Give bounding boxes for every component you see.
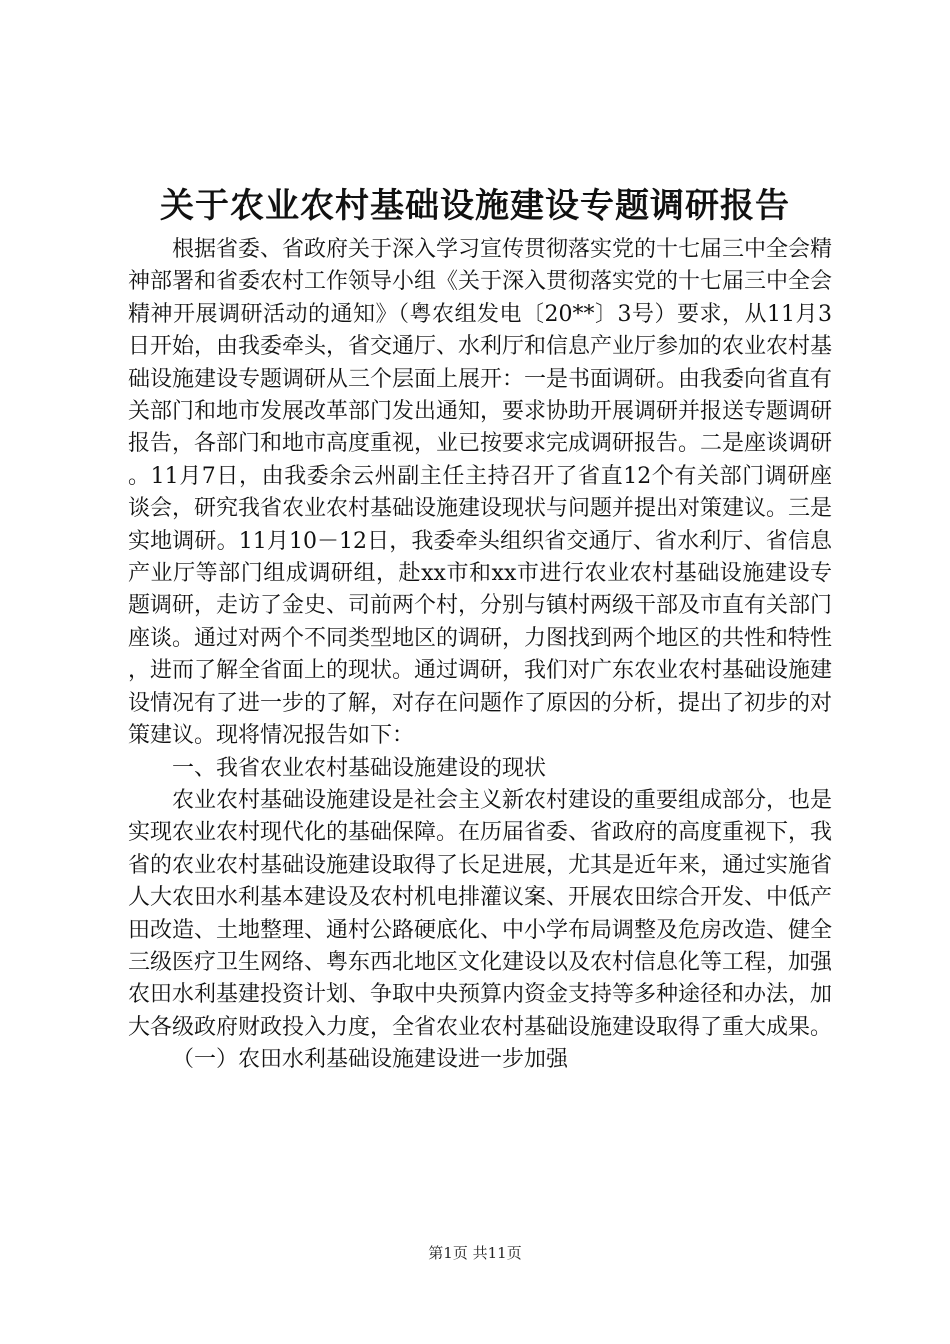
section-heading-current-status: 一、我省农业农村基础设施建设的现状 [172, 755, 547, 781]
page-number-footer: 第1页 共11页 [428, 1244, 522, 1262]
subsection-heading-irrigation: （一）农田水利基础设施建设进一步加强 [172, 1047, 569, 1073]
document-body [128, 234, 832, 1077]
document-title: 关于农业农村基础设施建设专题调研报告 [160, 186, 790, 226]
status-paragraph: 农业农村基础设施建设是社会主义新农村建设的重要组成部分，也是实现农业农村现代化的基础保障。在历届省委、省政府的高度重视下，我省的农业农村基础设施建设取得了长足进展，尤其是近年来，通过实施省人大农田水利基本建设及农村机电排灌议案、开展农田综合开发、中低产田改造、土地整理、通村公路硬底化、中小学布局调整及危房改造、健全三级医疗卫生网络、粤东西北地区文化建设以及农村信息化等工程，加强农田水利基建投资计划、争取中央预算内资金支持等多种途径和办法，加大各级政府财政投入力度，全省农业农村基础设施建设取得了重大成果。 [128, 787, 833, 1040]
intro-paragraph: 根据省委、省政府关于深入学习宣传贯彻落实党的十七届三中全会精神部署和省委农村工作领导小组《关于深入贯彻落实党的十七届三中全会精神开展调研活动的通知》（粤农组发电〔20**〕3号）要求，从11月3日开始，由我委牵头，省交通厅、水利厅和信息产业厅参加的农业农村基础设施建设专题调研从三个层面上展开：一是书面调研。由我委向省直有关部门和地市发展改革部门发出通知，要求协助开展调研并报送专题调研报告，各部门和地市高度重视，业已按要求完成调研报告。二是座谈调研。11月7日，由我委余云州副主任主持召开了省直12个有关部门调研座谈会，研究我省农业农村基础设施建设现状与问题并提出对策建议。三是实地调研。11月10－12日，我委牵头组织省交通厅、省水利厅、省信息产业厅等部门组成调研组，赴xx市和xx市进行农业农村基础设施建设专题调研，走访了金史、司前两个村，分别与镇村两级干部及市直有关部门座谈。通过对两个不同类型地区的调研，力图找到两个地区的共性和特性，进而了解全省面上的现状。通过调研，我们对广东农业农村基础设施建设情况有了进一步的了解，对存在问题作了原因的分析，提出了初步的对策建议。现将情况报告如下： [128, 237, 833, 749]
